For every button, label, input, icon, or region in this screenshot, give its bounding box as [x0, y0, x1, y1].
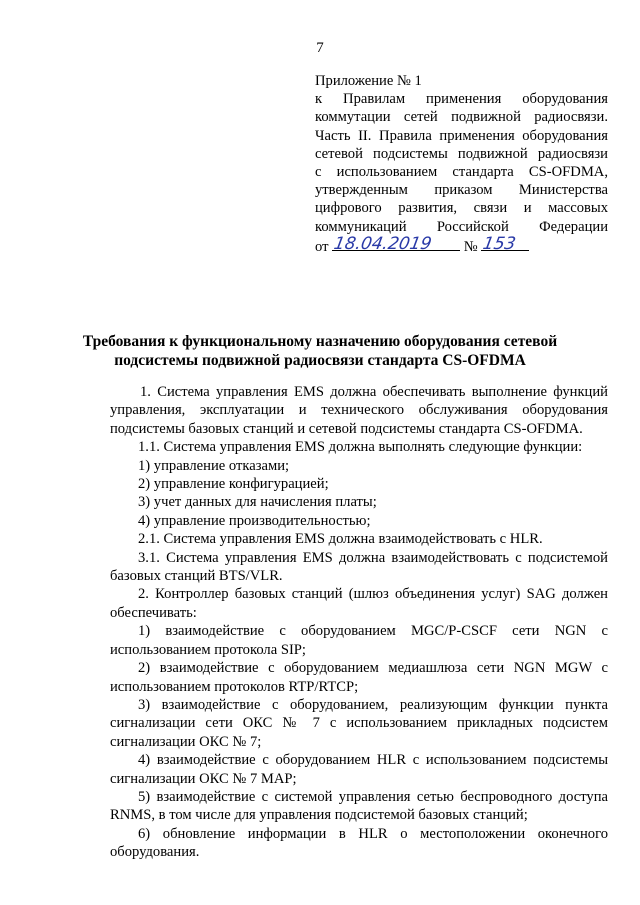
handwritten-date: 18.04.2019	[332, 233, 434, 254]
document-body	[110, 383, 608, 862]
title-line: Требования к функциональному назначению оборудования сетевой	[82, 333, 558, 350]
paragraph-1: 1. Система управления EMS должна обеспечивать выполнение функций управления, эксплуатации и технического обслуживания оборудования подсистемы базовых станций и сетевой подсистемы стандарта CS-OFDMA.	[110, 384, 608, 437]
appendix-line: коммуникаций Российской Федерации	[315, 218, 608, 235]
appendix-line: к Правилам применения оборудования	[315, 91, 608, 108]
title-line: подсистемы подвижной радиосвязи стандарта CS-OFDMA	[114, 352, 526, 369]
section-title	[60, 332, 580, 370]
paragraph-2: 2. Контроллер базовых станций (шлюз объединения услуг) SAG должен обеспечивать:	[110, 586, 608, 621]
list-item: 1) управление отказами;	[138, 457, 290, 474]
number-label: №	[463, 238, 478, 255]
order-date-number-line	[315, 233, 608, 256]
handwritten-number: 153	[481, 233, 518, 254]
appendix-line: коммутации сетей подвижной радиосвязи.	[315, 109, 608, 126]
appendix-line: сетевой подсистемы подвижной радиосвязи	[315, 145, 608, 162]
appendix-title: Приложение № 1	[315, 73, 422, 89]
sublist-item: 6) обновление информации в HLR о местоположении оконечного оборудования.	[110, 825, 608, 861]
paragraph-2-1: 2.1. Система управления EMS должна взаимодействовать с HLR.	[138, 531, 543, 548]
appendix-line: цифрового развития, связи и массовых	[315, 200, 608, 217]
appendix-line: Часть II. Правила применения оборудования	[315, 127, 608, 144]
list-item: 3) учет данных для начисления платы;	[138, 494, 377, 511]
from-label: от	[315, 238, 329, 255]
paragraph-3-1: 3.1. Система управления EMS должна взаимодействовать с подсистемой базовых станций BTS/VLR.	[110, 549, 608, 585]
appendix-line: с использованием стандарта CS-OFDMA,	[315, 164, 608, 181]
sublist-item: 3) взаимодействие с оборудованием, реализующим функции пункта сигнализации сети ОКС № 7 с использованием прикладных подсистем сигнализации ОКС № 7;	[110, 696, 608, 750]
appendix-line: утвержденным приказом Министерства	[315, 182, 608, 199]
page-number: 7	[316, 40, 324, 56]
number-field	[481, 233, 529, 254]
paragraph-1-1: 1.1. Система управления EMS должна выполнять следующие функции:	[138, 439, 583, 456]
list-item: 2) управление конфигурацией;	[138, 476, 329, 493]
sublist-item: 1) взаимодействие с оборудованием MGC/P-CSCF сети NGN с использованием протокола SIP;	[110, 623, 608, 658]
appendix-header	[315, 72, 608, 256]
list-item: 4) управление производительностью;	[138, 512, 371, 529]
sublist-item: 5) взаимодействие с системой управления сетью беспроводного доступа RNMS, в том числе для управления подсистемой базовых станций;	[110, 788, 608, 824]
sublist-item: 2) взаимодействие с оборудованием медиашлюза сети NGN MGW с использованием протоколов RTP/RTCP;	[110, 660, 608, 695]
date-field	[332, 233, 460, 254]
sublist-item: 4) взаимодействие с оборудованием HLR с использованием подсистемы сигнализации ОКС № 7 MAP;	[110, 752, 608, 787]
